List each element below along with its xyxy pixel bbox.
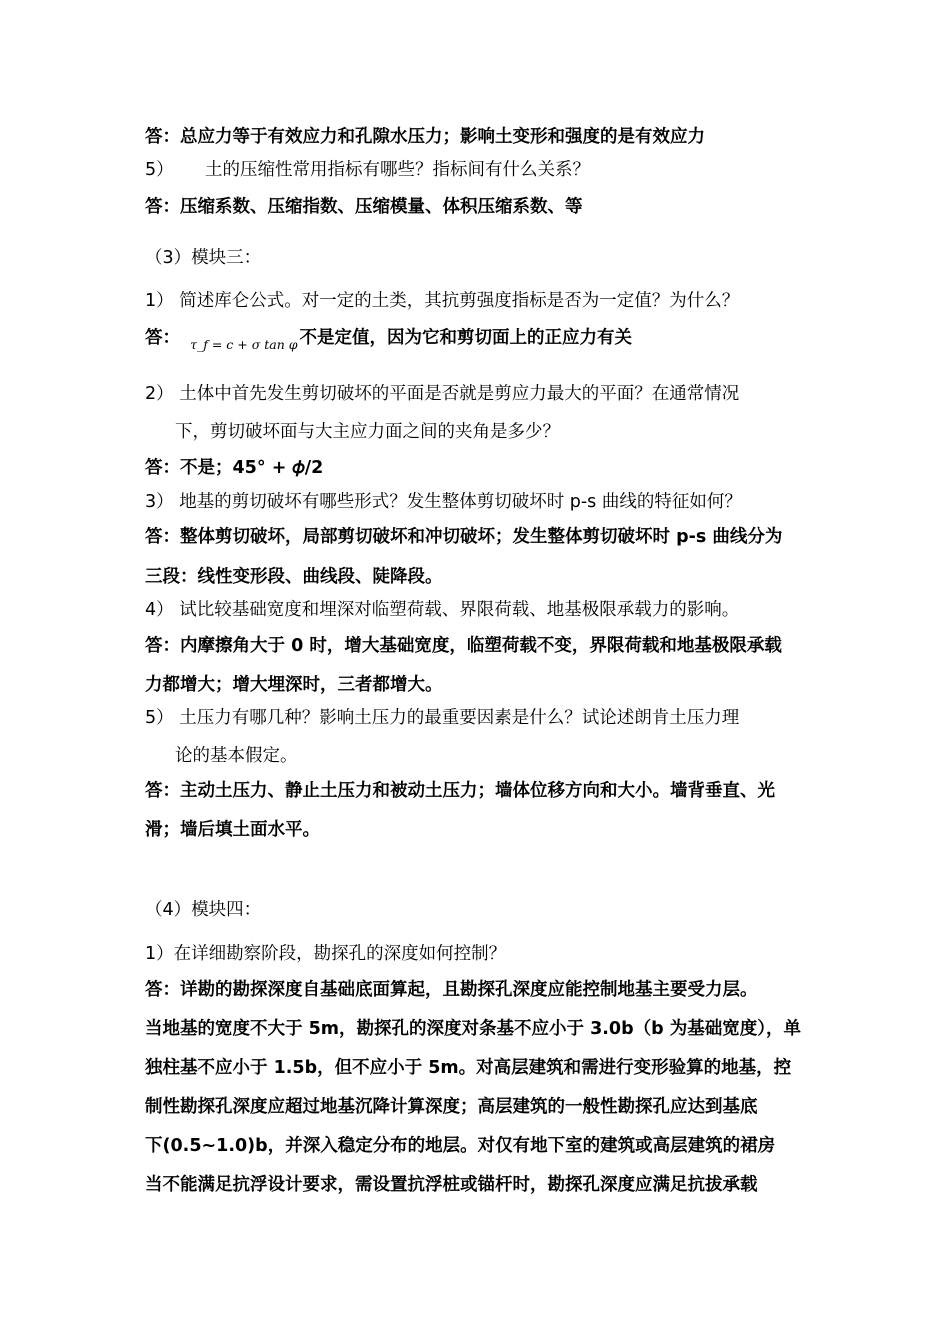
module-3-answer-5-line-1: 答：主动土压力、静止土压力和被动土压力；墙体位移方向和大小。墙背垂直、光 [145, 781, 775, 801]
answer-4: 答：总应力等于有效应力和孔隙水压力；影响土变形和强度的是有效应力 [145, 127, 705, 147]
module-3-heading: （3）模块三： [145, 248, 262, 268]
module-4-answer-1-line-5: 下(0.5~1.0)b，并深入稳定分布的地层。对仅有地下室的建筑或高层建筑的裙房 [145, 1136, 776, 1156]
module-3-question-3: 3） 地基的剪切破坏有哪些形式？发生整体剪切破坏时 p-s 曲线的特征如何？ [145, 492, 742, 512]
coulomb-formula: τ_f = c + σ tan φ [190, 337, 298, 352]
module-3-answer-3-line-2: 三段：线性变形段、曲线段、陡降段。 [145, 567, 443, 587]
module-4-answer-1-line-2: 当地基的宽度不大于 5m，勘探孔的深度对条基不应小于 3.0b（b 为基础宽度），单 [145, 1019, 801, 1039]
question-5-number: 5） [145, 160, 174, 180]
module-3-answer-4-line-1: 答：内摩擦角大于 0 时，增大基础宽度，临塑荷载不变，界限荷载和地基极限承载 [145, 636, 782, 656]
module-4-question-1: 1）在详细勘察阶段，勘探孔的深度如何控制？ [145, 944, 507, 964]
question-5 [145, 158, 590, 182]
module-3-question-5-line-1: 5） 土压力有哪几种？影响土压力的最重要因素是什么？试论述朗肯土压力理 [145, 708, 740, 728]
module-3-answer-1-prefix: 答： [145, 328, 180, 348]
module-3-answer-5-line-2: 滑；墙后填土面水平。 [145, 820, 320, 840]
module-4-heading: （4）模块四： [145, 900, 262, 920]
module-4-answer-1-line-4: 制性勘探孔深度应超过地基沉降计算深度；高层建筑的一般性勘探孔应达到基底 [145, 1097, 758, 1117]
module-3-question-5-line-2: 论的基本假定。 [175, 746, 298, 766]
module-3-answer-2: 答：不是；45° + 𝜙/2 [145, 458, 324, 478]
module-3-answer-3-line-1: 答：整体剪切破坏，局部剪切破坏和冲切破坏；发生整体剪切破坏时 p-s 曲线分为 [145, 527, 783, 547]
module-3-answer-1 [145, 326, 632, 357]
question-5-text: 土的压缩性常用指标有哪些？指标间有什么关系？ [205, 160, 590, 180]
module-4-answer-1-line-6: 当不能满足抗浮设计要求，需设置抗浮桩或锚杆时，勘探孔深度应满足抗拔承载 [145, 1175, 758, 1195]
module-3-question-4: 4） 试比较基础宽度和埋深对临塑荷载、界限荷载、地基极限承载力的影响。 [145, 600, 740, 620]
module-3-answer-1-text: 不是定值，因为它和剪切面上的正应力有关 [299, 328, 632, 348]
module-3-question-2-line-1: 2） 土体中首先发生剪切破坏的平面是否就是剪应力最大的平面？在通常情况 [145, 384, 740, 404]
module-3-question-1: 1） 简述库仑公式。对一定的土类，其抗剪强度指标是否为一定值？为什么？ [145, 291, 740, 311]
module-4-answer-1-line-1: 答：详勘的勘探深度自基础底面算起，且勘探孔深度应能控制地基主要受力层。 [145, 980, 758, 1000]
answer-5: 答：压缩系数、压缩指数、压缩模量、体积压缩系数、等 [145, 197, 583, 217]
module-3-question-2-line-2: 下，剪切破坏面与大主应力面之间的夹角是多少？ [175, 422, 560, 442]
module-4-answer-1-line-3: 独柱基不应小于 1.5b，但不应小于 5m。对高层建筑和需进行变形验算的地基，控 [145, 1058, 792, 1078]
module-3-answer-4-line-2: 力都增大；增大埋深时，三者都增大。 [145, 675, 443, 695]
